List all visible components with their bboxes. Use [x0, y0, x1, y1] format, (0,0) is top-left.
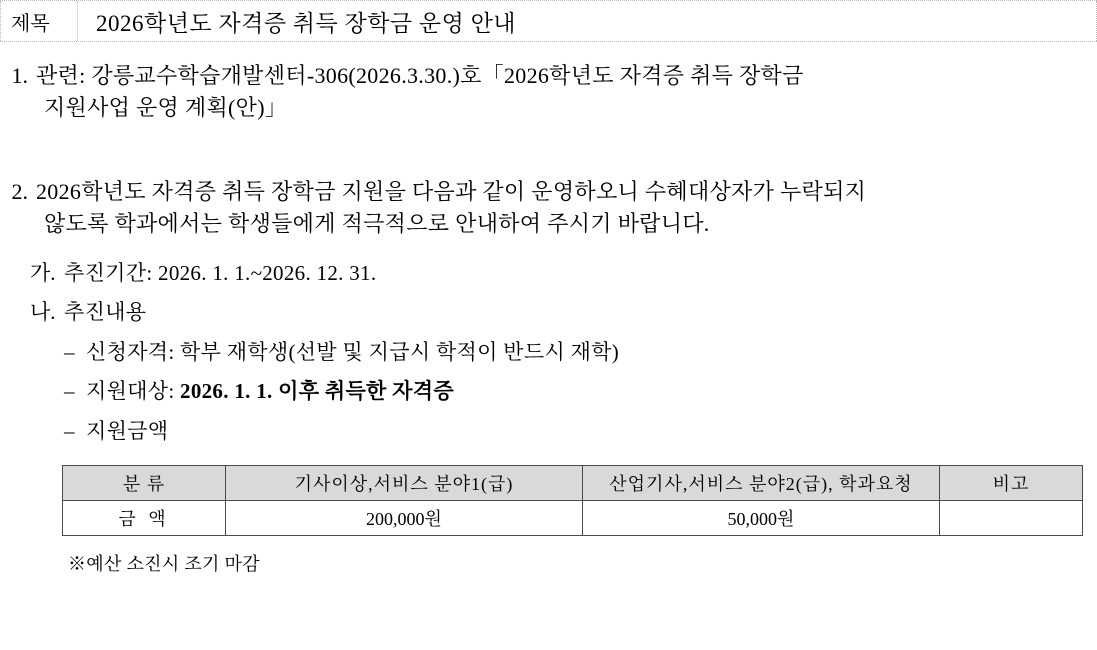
- detail-item-target: [6, 376, 1081, 408]
- detail-item-target-emphasis: 2026. 1. 1. 이후 취득한 자격증: [180, 379, 454, 404]
- item-1-number: 1.: [11, 63, 28, 88]
- sub-item-na-text: 추진내용: [64, 300, 147, 325]
- table-cell-category: 금 액: [63, 501, 226, 536]
- dash-marker-icon: –: [64, 339, 75, 364]
- detail-item-amount: [6, 416, 1081, 448]
- table-header-tier2: 산업기사,서비스 분야2(급), 학과요청: [583, 466, 940, 501]
- amount-table: [62, 465, 1083, 536]
- detail-item-amount-text: 지원금액: [86, 418, 169, 443]
- table-header-row: [63, 466, 1083, 501]
- table-cell-tier2-amount: 50,000원: [583, 501, 940, 536]
- item-2-continuation: 않도록 학과에서는 학생들에게 적극적으로 안내하여 주시기 바랍니다.: [44, 210, 710, 236]
- table-header-tier1: 기사이상,서비스 분야1(급): [226, 466, 583, 501]
- sub-item-na-marker: 나.: [30, 300, 56, 325]
- spacer: [6, 368, 1081, 376]
- spacer: [6, 289, 1081, 297]
- spacer: [6, 408, 1081, 416]
- document-body: [0, 42, 1097, 576]
- item-1-text: 관련: 강릉교수학습개발센터-306(2026.3.30.)호「2026학년도 자격증 취득 장학금: [36, 63, 804, 88]
- numbered-item-1: [6, 60, 1081, 92]
- title-row: [0, 0, 1097, 42]
- detail-item-target-text: [86, 376, 1081, 408]
- sub-item-ga: [6, 258, 1081, 290]
- spacer: [6, 42, 1081, 60]
- detail-item-qualification: [6, 337, 1081, 369]
- spacer: [6, 124, 1081, 150]
- spacer: [6, 150, 1081, 176]
- title-label: 제목: [0, 1, 78, 41]
- item-2-text: 2026학년도 자격증 취득 장학금 지원을 다음과 같이 운영하오니 수혜대상자가 누락되지: [36, 178, 867, 204]
- table-cell-remarks: [940, 501, 1083, 536]
- item-1-continuation: 지원사업 운영 계획(안)」: [44, 94, 288, 120]
- amount-table-wrapper: [6, 465, 1081, 536]
- detail-item-target-prefix: 지원대상:: [86, 379, 181, 404]
- sub-item-na: [6, 297, 1081, 329]
- title-value: 2026학년도 자격증 취득 장학금 운영 안내: [78, 1, 1097, 41]
- spacer: [6, 240, 1081, 258]
- dash-marker-icon: –: [64, 379, 75, 404]
- sub-item-ga-marker: 가.: [30, 260, 56, 285]
- dash-marker-icon: –: [64, 418, 75, 443]
- table-header-category: 분 류: [63, 466, 226, 501]
- amount-table-body: [63, 501, 1083, 536]
- item-2-number: 2.: [11, 178, 28, 204]
- spacer: [6, 329, 1081, 337]
- budget-note: ※예산 소진시 조기 마감: [68, 554, 260, 575]
- detail-item-qualification-text: 신청자격: 학부 재학생(선발 및 지급시 학적이 반드시 재학): [86, 339, 620, 364]
- table-cell-tier1-amount: 200,000원: [226, 501, 583, 536]
- table-header-remarks: 비고: [940, 466, 1083, 501]
- sub-item-ga-text: 추진기간: 2026. 1. 1.~2026. 12. 31.: [64, 260, 377, 285]
- numbered-item-2: [6, 176, 1081, 208]
- amount-table-head: [63, 466, 1083, 501]
- table-row: [63, 501, 1083, 536]
